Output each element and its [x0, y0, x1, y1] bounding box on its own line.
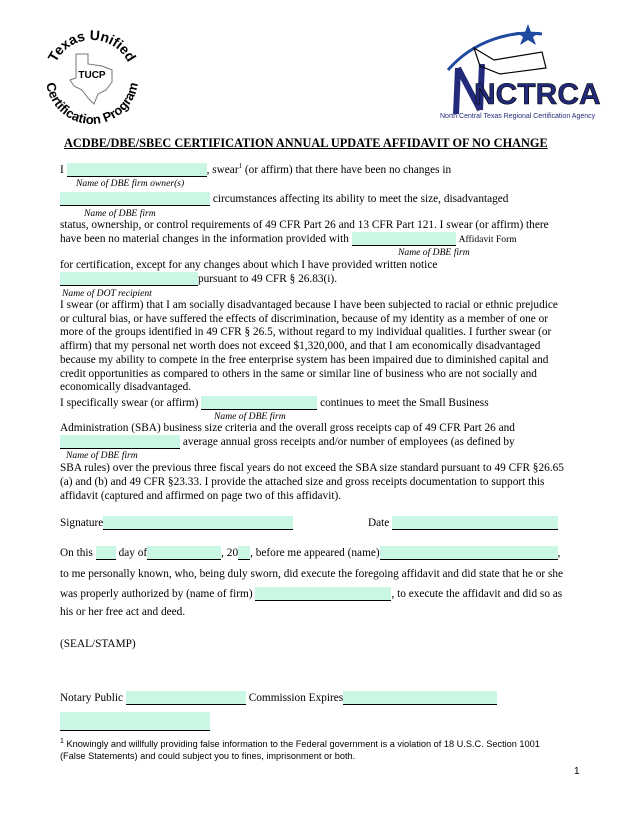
notary-line4: his or her free act and deed. [60, 606, 186, 618]
para1-line3: status, ownership, or control requirements of 49 CFR Part 26 and 13 CFR Part 121. I swear (or affirm) there [60, 219, 549, 231]
text: Knowingly and willfully providing false information to the Federal government is a violation of 18 U.S.C. Section 1001 [63, 739, 540, 749]
para2-line: more of the groups identified in 49 CFR § 26.5, without regard to my individual qualities. I further swear (or [60, 326, 552, 339]
nctrca-logo [434, 18, 601, 122]
page-title: ACDBE/DBE/SBEC CERTIFICATION ANNUAL UPDATE AFFIDAVIT OF NO CHANGE [64, 136, 548, 150]
date-field[interactable] [392, 516, 558, 530]
para2 [60, 299, 558, 395]
date-row [368, 516, 558, 530]
month-field[interactable] [147, 546, 221, 560]
para2-line: credit opportunities as compared to others in the same or similar line of business who are not socially and [60, 367, 537, 380]
logo-center-text: TUCP [78, 70, 106, 81]
para3-line2: Administration (SBA) business size criteria and the overall gross receipts cap of 49 CFR Part 26 and [60, 422, 515, 434]
seal-stamp: (SEAL/STAMP) [60, 638, 136, 650]
logo-arc-bottom-text: Certification Program [43, 80, 141, 128]
para3-line6: affidavit (captured and affirmed on page two of this affidavit). [60, 490, 342, 502]
svg-text:Texas Unified [45, 27, 140, 65]
text: average annual gross receipts and/or number of employees (as defined by [182, 436, 515, 448]
para1-line2 [60, 192, 508, 206]
text: day of [118, 547, 148, 559]
footnote-marker: 1 [60, 737, 64, 745]
text: circumstances affecting its ability to meet the size, disadvantaged [212, 193, 509, 205]
appeared-name-field[interactable] [380, 546, 558, 560]
svg-text:Certification Program [43, 81, 141, 127]
date-label: Date [368, 517, 390, 529]
signature-row [60, 516, 293, 530]
para2-line: because my ability to compete in the free enterprise system has been impaired due to diminished capital and [60, 353, 549, 366]
text: continues to meet the Small Business [320, 397, 489, 409]
notary-extra-row [60, 712, 210, 731]
para1-line5: for certification, except for any changes about which I have provided written notice [60, 259, 438, 271]
caption-firm-1: Name of DBE firm [84, 208, 156, 219]
commission-expires-label: Commission Expires [248, 692, 344, 704]
text: On this [60, 547, 93, 559]
page-number: 1 [574, 766, 580, 777]
text: , to execute the affidavit and did so as [391, 588, 563, 600]
firm-name-field-3[interactable] [201, 396, 317, 410]
notary-public-field[interactable] [126, 691, 246, 705]
text: (or affirm) that there have been no changes in [242, 164, 452, 176]
text: have been no material changes in the information provided with [60, 233, 349, 245]
owner-name-field[interactable] [67, 163, 207, 177]
signature-field[interactable] [103, 516, 293, 530]
firm-name-field-4[interactable] [60, 435, 180, 449]
notary-line3 [60, 587, 562, 601]
firm-name-field-2[interactable] [352, 232, 456, 246]
para2-line: affirm) that my personal net worth does not exceed $1,320,000, and that I am economically disadvantaged [60, 340, 541, 353]
para3-line3 [60, 435, 515, 449]
notary-line2: to me personally known, who, being duly sworn, did execute the foregoing affidavit and did state that he or she [60, 568, 564, 580]
footnote-line2: (False Statements) and could subject you to fines, imprisonment or both. [60, 751, 356, 761]
text: , before me appeared (name) [250, 547, 380, 559]
text: , [557, 547, 561, 559]
star-icon [516, 24, 540, 45]
para1-line1 [60, 163, 451, 177]
notary-line1 [60, 546, 560, 560]
para1-line4 [60, 232, 517, 246]
logo-name-text: NCTRCA [474, 78, 601, 111]
para1-line6 [60, 272, 337, 286]
caption-owner: Name of DBE firm owner(s) [76, 178, 185, 189]
para2-line: or cultural bias, or have suffered the effects of discrimination, because of my identity as a member of one or [60, 312, 549, 325]
text: , 20 [221, 547, 239, 559]
footnote-ref: 1 [238, 162, 243, 171]
text: I specifically swear (or affirm) [60, 397, 199, 409]
notary-public-row [60, 691, 497, 705]
para2-line: I swear (or affirm) that I am socially disadvantaged because I have been subjected to racial or ethnic prejudice [60, 299, 558, 311]
caption-dot: Name of DOT recipient [62, 288, 152, 299]
caption-firm-4: Name of DBE firm [66, 450, 138, 461]
text: was properly authorized by (name of firm) [60, 588, 253, 600]
logo-arc-top-text: Texas Unified [44, 26, 140, 65]
para3-line4: SBA rules) over the previous three fiscal years do not exceed the SBA size standard pursuant to 49 CFR §26.65 [60, 462, 564, 474]
firm-name-field-1[interactable] [60, 192, 210, 206]
text: , swear [206, 164, 239, 176]
caption-firm-3: Name of DBE firm [214, 411, 286, 422]
dot-recipient-field[interactable] [60, 272, 198, 286]
text: pursuant to 49 CFR § 26.83(i). [198, 273, 338, 285]
footnote-line1 [60, 738, 580, 750]
para3-line1 [60, 396, 489, 410]
text: Affidavit Form [458, 234, 517, 245]
notary-public-label: Notary Public [60, 692, 124, 704]
year-field[interactable] [238, 546, 250, 560]
day-field[interactable] [96, 546, 116, 560]
footnote [60, 738, 580, 762]
notary-extra-field[interactable] [60, 712, 210, 731]
commission-expires-field[interactable] [343, 691, 497, 705]
tucp-logo [36, 20, 148, 132]
logo-subtitle-text: North Central Texas Regional Certification Agency [440, 113, 596, 120]
caption-firm-2: Name of DBE firm [398, 247, 470, 258]
para2-line: economically disadvantaged. [60, 381, 192, 394]
firm-name-field-5[interactable] [255, 587, 391, 601]
signature-label: Signature [60, 517, 104, 529]
text: I [60, 164, 64, 176]
para3-line5: (a) and (b) and 49 CFR §23.33. I provide the attached size and gross receipts documentation to support this [60, 476, 545, 488]
